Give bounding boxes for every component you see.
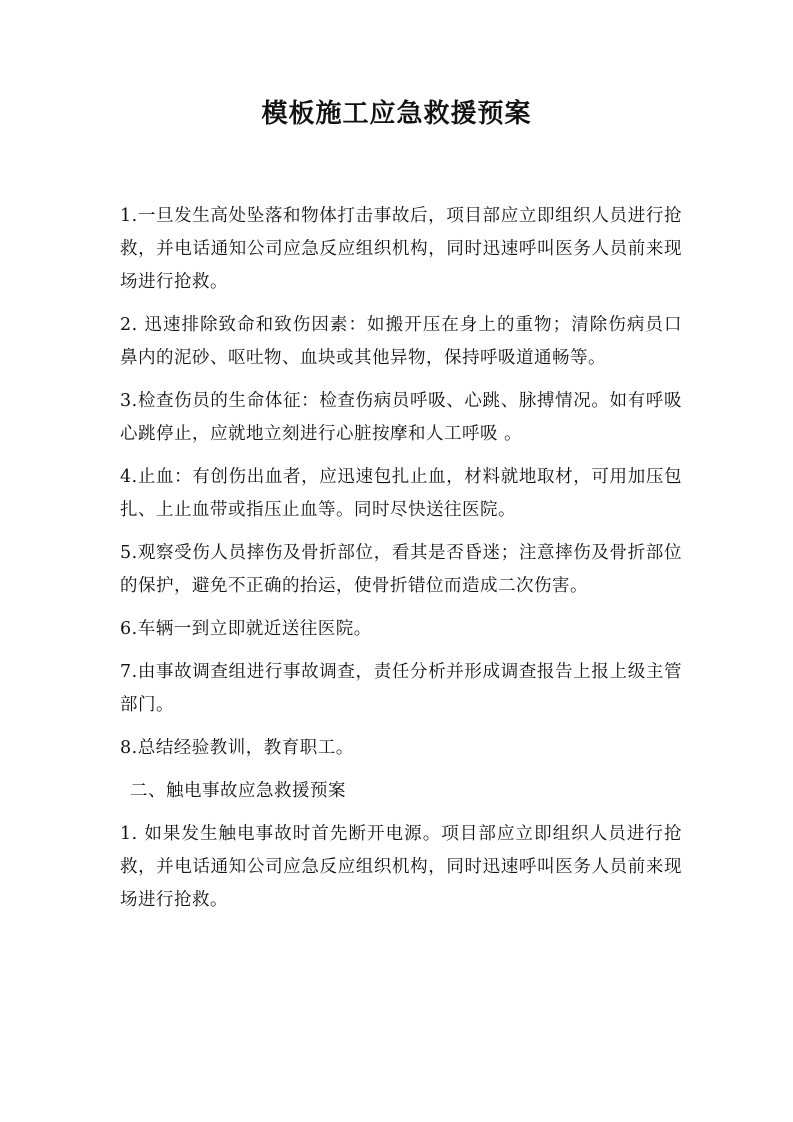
paragraph-6: 6.车辆一到立即就近送往医院。 — [120, 619, 372, 639]
paragraph-2: 2. 迅速排除致命和致伤因素：如搬开压在身上的重物；清除伤病员口鼻内的泥砂、呕吐物、血块或其他异物，保持呼吸道通畅等。 — [120, 315, 682, 368]
paragraph-8: 8.总结经验教训，教育职工。 — [120, 738, 354, 758]
paragraph-1: 1.一旦发生高处坠落和物体打击事故后，项目部应立即组织人员进行抢救，并电话通知公司应急反应组织机构，同时迅速呼叫医务人员前来现场进行抢救。 — [120, 206, 682, 292]
section-heading: 二、触电事故应急救援预案 — [130, 781, 346, 801]
paragraph-7: 7.由事故调查组进行事故调查，责任分析并形成调查报告上报上级主管部门。 — [120, 662, 682, 715]
paragraph-5: 5.观察受伤人员摔伤及骨折部位，看其是否昏迷；注意摔伤及骨折部位的保护，避免不正确的抬运，使骨折错位而造成二次伤害。 — [120, 543, 682, 596]
paragraph-3: 3.检查伤员的生命体征：检查伤病员呼吸、心跳、脉搏情况。如有呼吸心跳停止，应就地立刻进行心脏按摩和人工呼吸 。 — [120, 391, 682, 444]
paragraph-4: 4.止血：有创伤出血者，应迅速包扎止血，材料就地取材，可用加压包扎、上止血带或指压止血等。同时尽快送往医院。 — [120, 467, 682, 520]
paragraph-9: 1. 如果发生触电事故时首先断开电源。项目部应立即组织人员进行抢救，并电话通知公司应急反应组织机构，同时迅速呼叫医务人员前来现场进行抢救。 — [120, 824, 682, 910]
document-body — [120, 200, 682, 927]
document-title: 模板施工应急救援预案 — [261, 99, 532, 129]
